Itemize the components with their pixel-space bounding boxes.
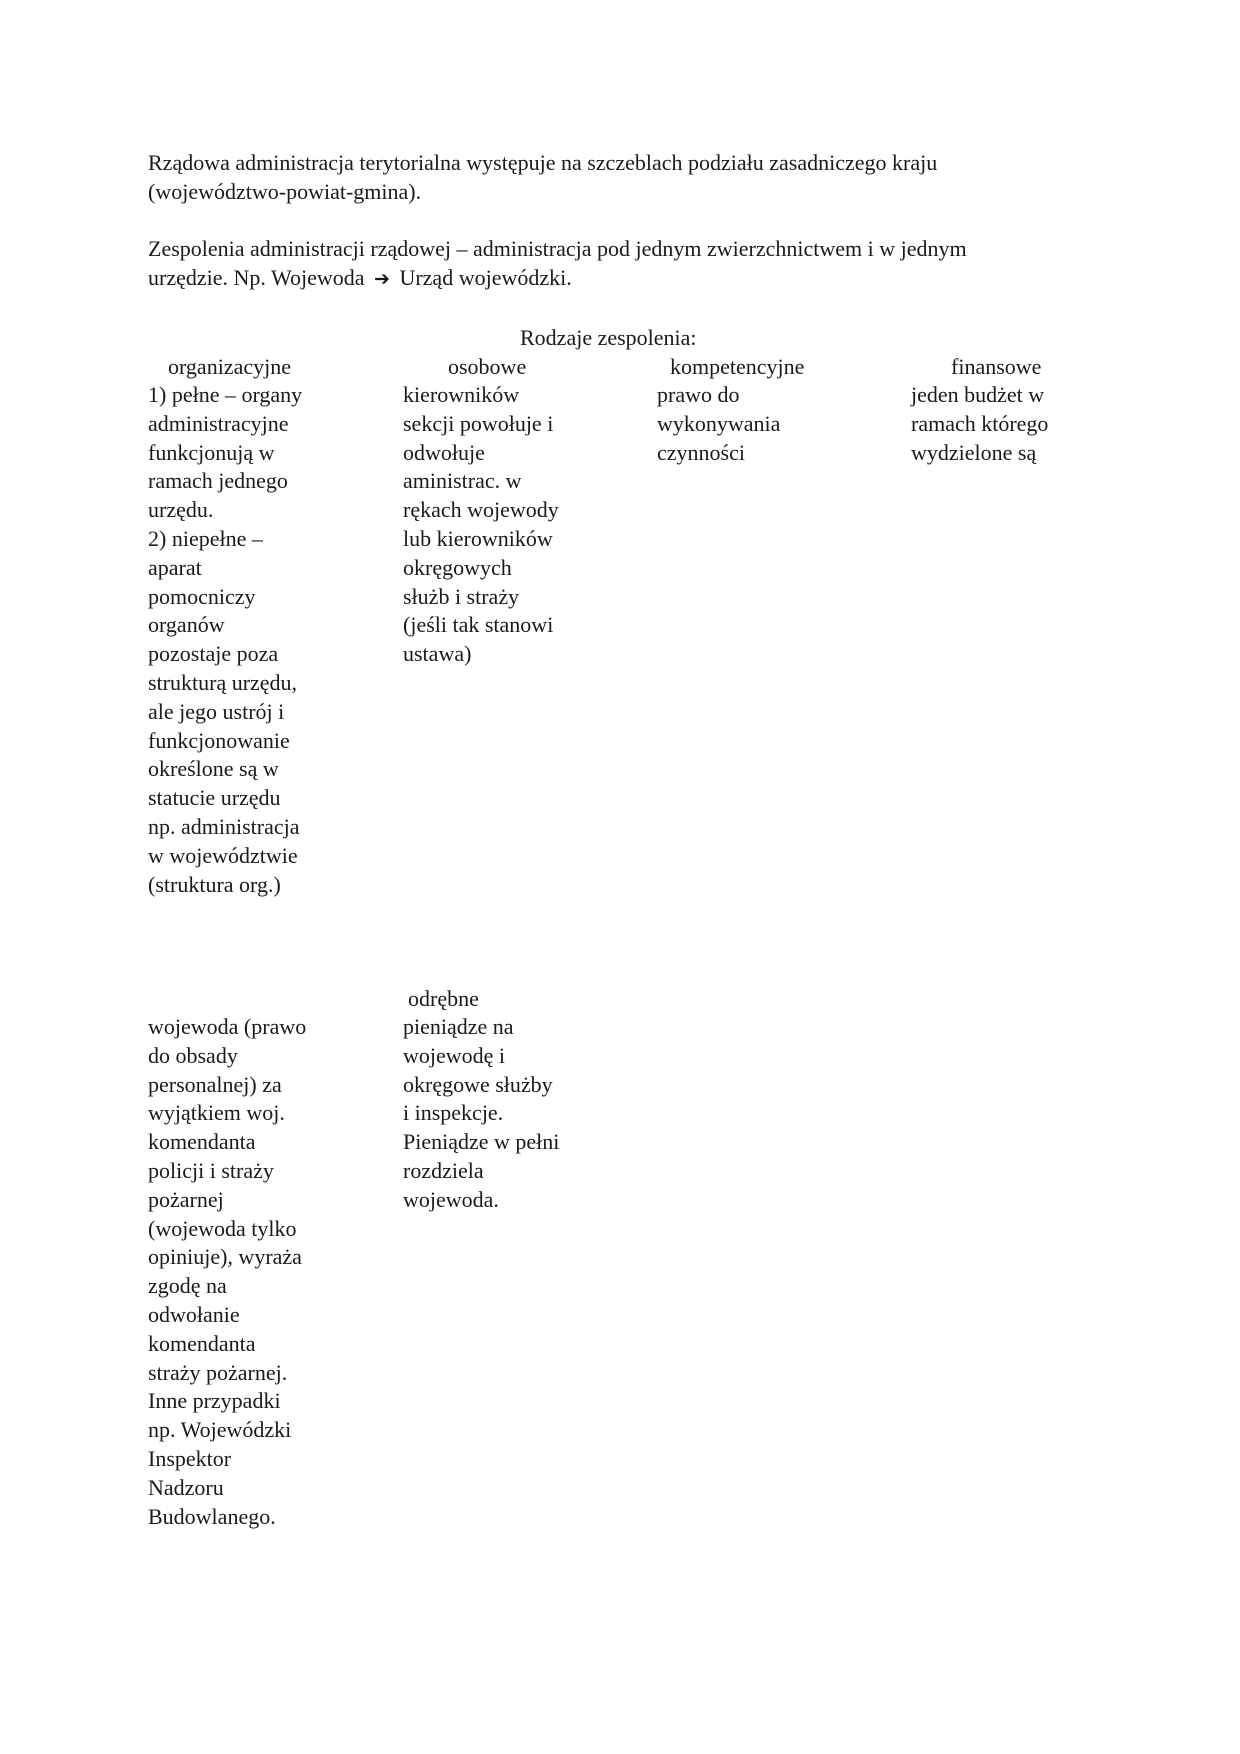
text-line: ale jego ustrój i [148, 698, 285, 724]
text-line: policji i straży [148, 1157, 274, 1183]
column-header-organizacyjne: organizacyjne [168, 354, 291, 379]
text-line: pieniądze na [403, 1014, 514, 1039]
text-line: funkcjonują w [148, 439, 275, 465]
text-line: odwołuje [403, 439, 485, 465]
text-line: do obsady [148, 1042, 238, 1068]
text-line: określone są w [148, 756, 279, 782]
text-line: strukturą urzędu, [148, 669, 298, 695]
text-line: prawo do [657, 382, 740, 407]
text-line: straży pożarnej. [148, 1359, 288, 1385]
text-fragment: urzędzie. Np. Wojewoda [148, 265, 365, 290]
text-line: aparat [148, 554, 202, 580]
text-line: Pieniądze w pełni [403, 1129, 560, 1155]
text-line: statucie urzędu [148, 785, 281, 811]
text-line: (jeśli tak stanowi [403, 612, 554, 638]
text-line: okręgowych [403, 554, 512, 580]
text-line: ramach którego [911, 410, 1049, 436]
text-line: wojewoda. [403, 1186, 499, 1212]
text-line: zgodę na [148, 1273, 227, 1299]
text-line: rękach wojewody [403, 497, 559, 523]
section-title: Rodzaje zespolenia: [520, 325, 697, 350]
text-line: np. administracja [148, 813, 300, 839]
text-line: w województwie [148, 842, 298, 868]
intro-paragraph [148, 148, 1108, 206]
text-line: wojewoda (prawo [148, 1014, 307, 1039]
text-line: odwołanie [148, 1301, 240, 1327]
text-line: (struktura org.) [148, 871, 281, 897]
text-line: wykonywania [657, 410, 781, 436]
text-line: i inspekcje. [403, 1100, 504, 1126]
text-line: organów [148, 612, 225, 638]
text-line: personalnej) za [148, 1071, 282, 1097]
right-arrow-icon: ➔ [374, 268, 390, 290]
column-kompetencyjne [657, 381, 837, 467]
text-line: rozdziela [403, 1157, 484, 1183]
lower-left-column [148, 1013, 348, 1531]
text-line: wojewodę i [403, 1042, 506, 1068]
text-line: administracyjne [148, 410, 289, 436]
text-line [148, 263, 1108, 294]
text-line: np. Wojewódzki [148, 1417, 292, 1443]
definition-paragraph [148, 234, 1108, 294]
text-line: wydzielone są [911, 439, 1037, 465]
text-line: urzędu. [148, 497, 214, 523]
text-line: komendanta [148, 1129, 256, 1155]
text-line: 2) niepełne – [148, 525, 263, 551]
text-line: Budowlanego. [148, 1503, 276, 1529]
text-line: Nadzoru [148, 1474, 224, 1500]
text-line: ustawa) [403, 641, 472, 667]
text-line: okręgowe służby [403, 1071, 553, 1097]
text-line: (wojewoda tylko [148, 1215, 297, 1241]
text-line: Zespolenia administracji rządowej – administracja pod jednym zwierzchnictwem i w jednym [148, 236, 967, 261]
text-line: ramach jednego [148, 468, 288, 494]
text-line: aministrac. w [403, 468, 522, 494]
text-line: jeden budżet w [911, 382, 1045, 407]
text-line: sekcji powołuje i [403, 410, 554, 436]
text-line: wyjątkiem woj. [148, 1100, 285, 1126]
text-line: (województwo-powiat-gmina). [148, 179, 422, 204]
text-line: komendanta [148, 1330, 256, 1356]
lower-mid-column [403, 1013, 603, 1215]
lower-mid-heading: odrębne [408, 986, 479, 1011]
text-line: funkcjonowanie [148, 727, 290, 753]
column-header-kompetencyjne: kompetencyjne [670, 354, 805, 379]
text-fragment: Urząd wojewódzki. [399, 265, 572, 290]
column-organizacyjne [148, 381, 333, 899]
column-finansowe [911, 381, 1091, 467]
text-line: Rządowa administracja terytorialna występuje na szczeblach podziału zasadniczego kraju [148, 150, 938, 175]
text-line: kierowników [403, 382, 520, 407]
text-line: opiniuje), wyraża [148, 1244, 302, 1270]
text-line: 1) pełne – organy [148, 382, 303, 407]
text-line: Inspektor [148, 1445, 232, 1471]
column-header-finansowe: finansowe [951, 354, 1042, 379]
text-line: służb i straży [403, 583, 520, 609]
column-header-osobowe: osobowe [448, 354, 527, 379]
column-osobowe [403, 381, 603, 669]
text-line: Inne przypadki [148, 1388, 281, 1414]
text-line: czynności [657, 439, 745, 465]
text-line: pozostaje poza [148, 641, 279, 667]
text-line: pomocniczy [148, 583, 256, 609]
text-line: pożarnej [148, 1186, 224, 1212]
text-line: lub kierowników [403, 525, 553, 551]
